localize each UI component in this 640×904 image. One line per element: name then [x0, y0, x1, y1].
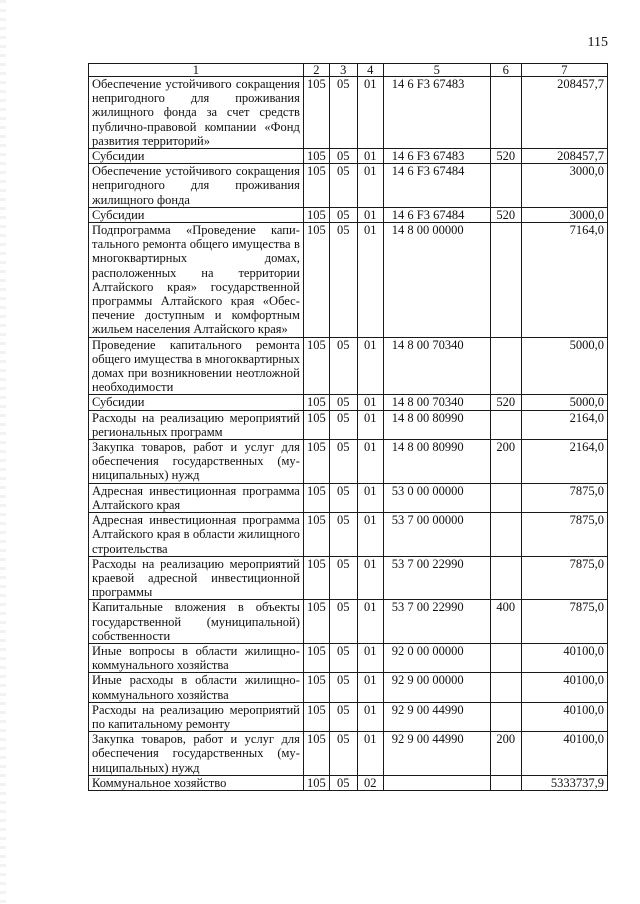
row-target-code-cell: 92 9 00 44990 [383, 732, 490, 776]
row-amount-cell: 208457,7 [521, 149, 607, 164]
row-target-code-cell: 14 6 F3 67483 [383, 149, 490, 164]
row-expense-type-cell [490, 483, 521, 512]
row-code-3-cell: 05 [329, 223, 357, 338]
row-expense-type-cell [490, 410, 521, 439]
row-expense-type-cell [490, 77, 521, 149]
row-target-code-cell: 53 7 00 22990 [383, 556, 490, 600]
row-expense-type-cell: 400 [490, 600, 521, 644]
row-expense-type-cell: 520 [490, 395, 521, 410]
row-name-cell: Обеспечение устойчивого сокращения непригодного для проживания жилищного фонда [89, 164, 304, 208]
table-header [89, 64, 608, 77]
row-target-code-cell: 14 6 F3 67484 [383, 164, 490, 208]
row-code-4-cell: 01 [357, 673, 383, 702]
row-name-cell: Закупка товаров, работ и услуг для обеспечения государственных (муниципальных) нужд [89, 732, 304, 776]
table-row [89, 164, 608, 208]
row-code-2-cell: 105 [303, 556, 329, 600]
table-row [89, 483, 608, 512]
table-row [89, 600, 608, 644]
row-code-4-cell: 01 [357, 440, 383, 484]
table-row [89, 775, 608, 790]
row-target-code-cell: 53 7 00 00000 [383, 513, 490, 557]
row-expense-type-cell [490, 643, 521, 672]
row-code-3-cell: 05 [329, 149, 357, 164]
row-expense-type-cell: 520 [490, 149, 521, 164]
header-cell-6: 6 [490, 64, 521, 77]
row-target-code-cell: 14 8 00 70340 [383, 337, 490, 395]
row-code-3-cell: 05 [329, 513, 357, 557]
row-code-4-cell: 02 [357, 775, 383, 790]
row-code-4-cell: 01 [357, 410, 383, 439]
row-code-2-cell: 105 [303, 410, 329, 439]
row-code-2-cell: 105 [303, 673, 329, 702]
row-code-2-cell: 105 [303, 643, 329, 672]
row-amount-cell: 40100,0 [521, 643, 607, 672]
header-cell-5: 5 [383, 64, 490, 77]
table-row [89, 440, 608, 484]
row-code-4-cell: 01 [357, 337, 383, 395]
row-target-code-cell: 14 8 00 80990 [383, 410, 490, 439]
row-target-code-cell: 53 0 00 00000 [383, 483, 490, 512]
row-expense-type-cell: 520 [490, 207, 521, 222]
row-code-4-cell: 01 [357, 483, 383, 512]
row-target-code-cell: 92 9 00 00000 [383, 673, 490, 702]
page-number: 115 [587, 35, 608, 50]
row-code-2-cell: 105 [303, 513, 329, 557]
row-name-cell: Расходы на реализацию мероприятий краевой адресной инвестиционной программы [89, 556, 304, 600]
row-code-3-cell: 05 [329, 483, 357, 512]
row-name-cell: Расходы на реализацию мероприятий региональных программ [89, 410, 304, 439]
row-expense-type-cell: 200 [490, 732, 521, 776]
row-code-4-cell: 01 [357, 600, 383, 644]
row-target-code-cell: 92 9 00 44990 [383, 702, 490, 731]
row-expense-type-cell [490, 556, 521, 600]
row-amount-cell: 7875,0 [521, 556, 607, 600]
row-amount-cell: 2164,0 [521, 410, 607, 439]
header-cell-4: 4 [357, 64, 383, 77]
row-code-3-cell: 05 [329, 337, 357, 395]
row-expense-type-cell [490, 673, 521, 702]
row-code-4-cell: 01 [357, 702, 383, 731]
table-row [89, 223, 608, 338]
row-expense-type-cell [490, 164, 521, 208]
row-code-4-cell: 01 [357, 643, 383, 672]
row-target-code-cell: 53 7 00 22990 [383, 600, 490, 644]
row-code-2-cell: 105 [303, 149, 329, 164]
header-row [89, 64, 608, 77]
row-amount-cell: 7875,0 [521, 600, 607, 644]
row-amount-cell: 3000,0 [521, 207, 607, 222]
row-code-3-cell: 05 [329, 775, 357, 790]
row-target-code-cell: 14 8 00 80990 [383, 440, 490, 484]
row-expense-type-cell: 200 [490, 440, 521, 484]
table-row [89, 702, 608, 731]
row-code-2-cell: 105 [303, 223, 329, 338]
row-code-3-cell: 05 [329, 732, 357, 776]
table-row [89, 556, 608, 600]
row-target-code-cell: 92 0 00 00000 [383, 643, 490, 672]
row-name-cell: Обеспечение устойчивого сокращения непригодного для проживания жилищного фонда за счет средств публично-правовой компании «Фонд развития территорий» [89, 77, 304, 149]
row-code-4-cell: 01 [357, 395, 383, 410]
row-amount-cell: 2164,0 [521, 440, 607, 484]
row-code-3-cell: 05 [329, 395, 357, 410]
row-code-3-cell: 05 [329, 600, 357, 644]
row-code-3-cell: 05 [329, 556, 357, 600]
row-code-2-cell: 105 [303, 600, 329, 644]
row-name-cell: Закупка товаров, работ и услуг для обеспечения государственных (муниципальных) нужд [89, 440, 304, 484]
header-cell-3: 3 [329, 64, 357, 77]
row-amount-cell: 5000,0 [521, 395, 607, 410]
table-row [89, 77, 608, 149]
row-code-2-cell: 105 [303, 395, 329, 410]
row-code-3-cell: 05 [329, 440, 357, 484]
row-name-cell: Субсидии [89, 149, 304, 164]
row-name-cell: Капитальные вложения в объекты государственной (муниципальной) собственности [89, 600, 304, 644]
row-code-3-cell: 05 [329, 207, 357, 222]
row-amount-cell: 40100,0 [521, 673, 607, 702]
row-code-3-cell: 05 [329, 410, 357, 439]
row-code-4-cell: 01 [357, 164, 383, 208]
row-code-2-cell: 105 [303, 337, 329, 395]
row-amount-cell: 7875,0 [521, 483, 607, 512]
row-name-cell: Адресная инвестиционная программа Алтайского края в области жилищного строительства [89, 513, 304, 557]
table-row [89, 337, 608, 395]
row-code-4-cell: 01 [357, 513, 383, 557]
row-name-cell: Иные расходы в области жилищнокоммунального хозяйства [89, 673, 304, 702]
table-row [89, 643, 608, 672]
table-row [89, 732, 608, 776]
row-code-3-cell: 05 [329, 164, 357, 208]
table-row [89, 410, 608, 439]
row-code-4-cell: 01 [357, 149, 383, 164]
row-amount-cell: 3000,0 [521, 164, 607, 208]
row-expense-type-cell [490, 775, 521, 790]
row-name-cell: Субсидии [89, 207, 304, 222]
table-body [89, 77, 608, 791]
row-code-2-cell: 105 [303, 77, 329, 149]
budget-table [88, 63, 608, 791]
table-row [89, 513, 608, 557]
row-code-2-cell: 105 [303, 207, 329, 222]
row-target-code-cell [383, 775, 490, 790]
table-row [89, 673, 608, 702]
row-target-code-cell: 14 6 F3 67484 [383, 207, 490, 222]
row-code-4-cell: 01 [357, 223, 383, 338]
row-name-cell: Расходы на реализацию мероприятий по капитальному ремонту [89, 702, 304, 731]
table-row [89, 207, 608, 222]
header-cell-2: 2 [303, 64, 329, 77]
row-code-2-cell: 105 [303, 164, 329, 208]
row-name-cell: Подпрограмма «Проведение капитального ремонта общего имущества в многоквартирных домах, расположенных на территории Алтайского края» государственной программы Алтайского края «Обеспечение доступным и комфортным жильем населения Алтайского края» [89, 223, 304, 338]
row-code-2-cell: 105 [303, 483, 329, 512]
row-amount-cell: 40100,0 [521, 732, 607, 776]
row-code-3-cell: 05 [329, 643, 357, 672]
row-code-3-cell: 05 [329, 673, 357, 702]
row-code-3-cell: 05 [329, 702, 357, 731]
header-cell-1: 1 [89, 64, 304, 77]
row-code-4-cell: 01 [357, 207, 383, 222]
row-expense-type-cell [490, 223, 521, 338]
row-expense-type-cell [490, 702, 521, 731]
row-name-cell: Коммунальное хозяйство [89, 775, 304, 790]
row-name-cell: Субсидии [89, 395, 304, 410]
row-expense-type-cell [490, 513, 521, 557]
row-amount-cell: 208457,7 [521, 77, 607, 149]
table-row [89, 149, 608, 164]
row-target-code-cell: 14 6 F3 67483 [383, 77, 490, 149]
row-target-code-cell: 14 8 00 00000 [383, 223, 490, 338]
row-name-cell: Проведение капитального ремонта общего имущества в многоквартирных домах при возникновении неотложной необходимости [89, 337, 304, 395]
row-name-cell: Иные вопросы в области жилищнокоммунального хозяйства [89, 643, 304, 672]
row-code-2-cell: 105 [303, 702, 329, 731]
row-code-2-cell: 105 [303, 775, 329, 790]
row-target-code-cell: 14 8 00 70340 [383, 395, 490, 410]
row-code-2-cell: 105 [303, 440, 329, 484]
row-expense-type-cell [490, 337, 521, 395]
row-amount-cell: 7164,0 [521, 223, 607, 338]
row-amount-cell: 40100,0 [521, 702, 607, 731]
row-name-cell: Адресная инвестиционная программа Алтайского края [89, 483, 304, 512]
row-code-2-cell: 105 [303, 732, 329, 776]
row-amount-cell: 7875,0 [521, 513, 607, 557]
row-code-4-cell: 01 [357, 732, 383, 776]
scan-edge [0, 0, 6, 904]
row-code-3-cell: 05 [329, 77, 357, 149]
table-row [89, 395, 608, 410]
row-amount-cell: 5333737,9 [521, 775, 607, 790]
row-code-4-cell: 01 [357, 556, 383, 600]
header-cell-7: 7 [521, 64, 607, 77]
row-amount-cell: 5000,0 [521, 337, 607, 395]
row-code-4-cell: 01 [357, 77, 383, 149]
